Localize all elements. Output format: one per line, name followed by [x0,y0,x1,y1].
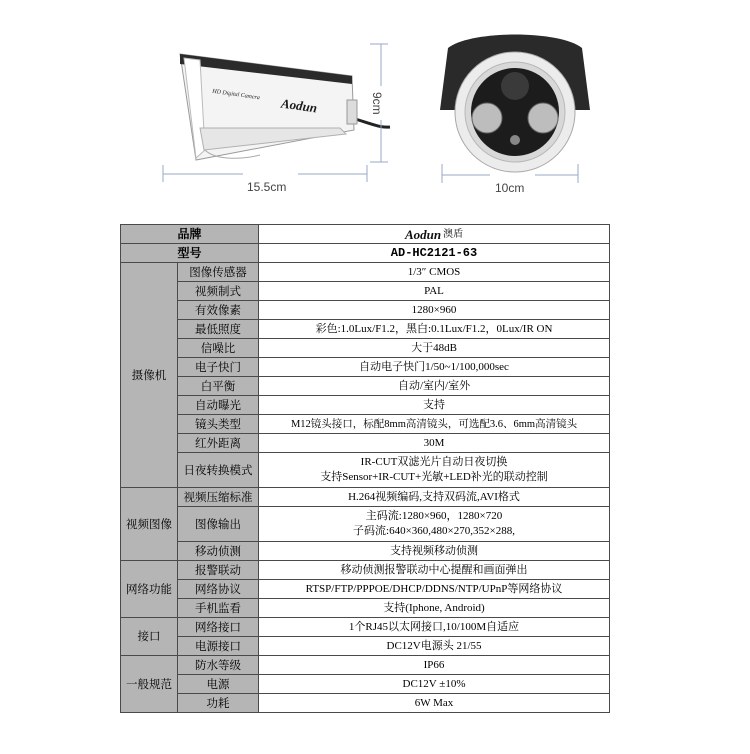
row-label: 最低照度 [178,320,259,339]
row-value [259,507,610,542]
table-row [121,358,610,377]
product-drawing-area [0,0,750,215]
row-label: 镜头类型 [178,415,259,434]
table-row [121,225,610,244]
table-row [121,656,610,675]
table-row [121,377,610,396]
row-label: 电源接口 [178,637,259,656]
row-value: 30M [259,434,610,453]
brand-cn: 澳盾 [443,228,464,240]
table-row [121,580,610,599]
row-value: 支持视频移动侦测 [259,542,610,561]
row-label: 有效像素 [178,301,259,320]
table-row [121,561,610,580]
table-row [121,244,610,263]
table-row [121,396,610,415]
row-label: 图像输出 [178,507,259,542]
row-value: H.264视频编码,支持双码流,AVI格式 [259,488,610,507]
row-label: 自动曝光 [178,396,259,415]
table-row [121,637,610,656]
spec-table [120,224,610,713]
table-row [121,320,610,339]
brand-value [259,225,610,244]
row-label: 网络接口 [178,618,259,637]
group-general: 一般规范 [121,656,178,713]
row-value: DC12V ±10% [259,675,610,694]
row-value: 支持 [259,396,610,415]
row-label: 报警联动 [178,561,259,580]
table-row [121,675,610,694]
row-value: 自动电子快门1/50~1/100,000sec [259,358,610,377]
row-label: 网络协议 [178,580,259,599]
row-label: 电子快门 [178,358,259,377]
row-value: 大于48dB [259,339,610,358]
row-label: 图像传感器 [178,263,259,282]
row-value-line2: 子码流:640×360,480×270,352×288, [353,525,515,537]
table-row [121,415,610,434]
group-video: 视频图像 [121,488,178,561]
row-value: PAL [259,282,610,301]
row-value: 6W Max [259,694,610,713]
height-label: 9cm [370,92,384,115]
table-row [121,618,610,637]
row-label: 信噪比 [178,339,259,358]
camera-brand-logo: Aodun [280,95,319,116]
row-label: 手机监看 [178,599,259,618]
row-value: 1/3″ CMOS [259,263,610,282]
row-value: 自动/室内/室外 [259,377,610,396]
row-value-line2: 支持Sensor+IR-CUT+光敏+LED补光的联动控制 [320,471,548,483]
table-row [121,599,610,618]
table-row [121,301,610,320]
front-view-camera [440,35,590,173]
group-network: 网络功能 [121,561,178,618]
row-label: 移动侦测 [178,542,259,561]
table-row [121,282,610,301]
model-label: 型号 [121,244,259,263]
row-value: 移动侦测报警联动中心提醒和画面弹出 [259,561,610,580]
table-row [121,263,610,282]
brand-label: 品牌 [121,225,259,244]
row-label: 电源 [178,675,259,694]
row-label: 视频压缩标准 [178,488,259,507]
row-label: 视频制式 [178,282,259,301]
width-front-label: 10cm [495,181,525,195]
table-row [121,434,610,453]
row-label: 红外距离 [178,434,259,453]
group-camera: 摄像机 [121,263,178,488]
model-value: AD-HC2121-63 [259,244,610,263]
row-label: 功耗 [178,694,259,713]
row-value: 彩色:1.0Lux/F1.2，黑白:0.1Lux/F1.2，0Lux/IR ON [259,320,610,339]
table-row [121,339,610,358]
row-value: 支持(Iphone, Android) [259,599,610,618]
row-value: 1个RJ45以太网接口,10/100M自适应 [259,618,610,637]
group-interface: 接口 [121,618,178,656]
row-value [259,453,610,488]
row-value: M12镜头接口，标配8mm高清镜头，可选配3.6、6mm高清镜头 [259,415,610,434]
table-row [121,453,610,488]
camera-model-label: HD Digital Camera [211,88,261,102]
row-value: RTSP/FTP/PPPOE/DHCP/DDNS/NTP/UPnP等网络协议 [259,580,610,599]
row-value: IP66 [259,656,610,675]
row-label: 日夜转换模式 [178,453,259,488]
row-value: DC12V电源头 21/55 [259,637,610,656]
row-value: 1280×960 [259,301,610,320]
row-label: 白平衡 [178,377,259,396]
table-row [121,488,610,507]
row-value-line1: IR-CUT双滤光片自动日夜切换 [360,456,508,468]
row-value-line1: 主码流:1280×960，1280×720 [365,510,503,522]
brand-logo: Aodun [404,226,442,242]
row-label: 防水等级 [178,656,259,675]
table-row [121,542,610,561]
width-side-label: 15.5cm [247,180,287,194]
table-row [121,507,610,542]
table-row [121,694,610,713]
